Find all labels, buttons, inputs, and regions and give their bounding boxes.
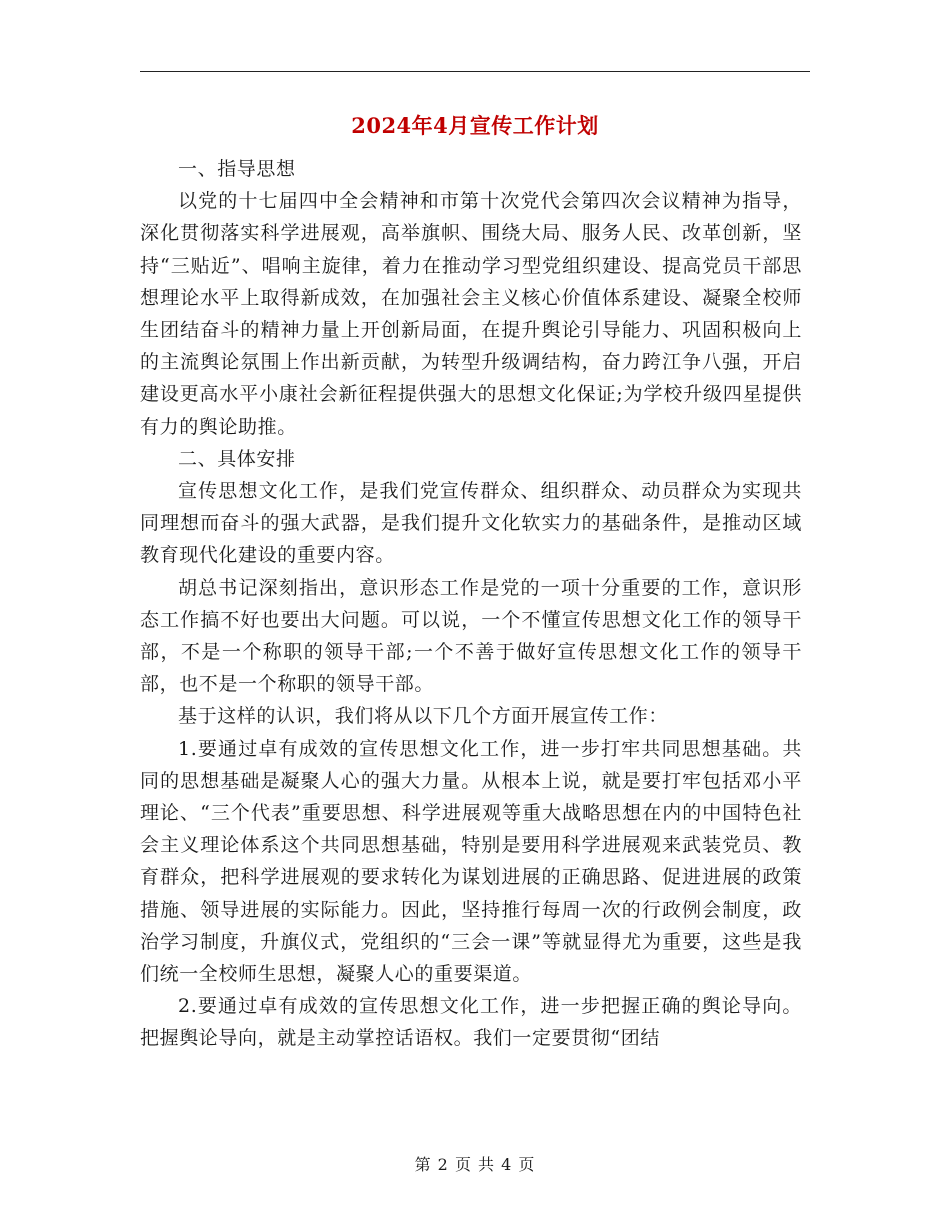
section-heading-guiding-ideology: 一、指导思想 — [178, 158, 296, 180]
paragraph-propaganda-work: 宣传思想文化工作，是我们党宣传群众、组织群众、动员群众为实现共同理想而奋斗的强大武器，是我们提升文化软实力的基础条件，是推动区域教育现代化建设的重要内容。 — [140, 480, 802, 567]
paragraph-ideology-work: 胡总书记深刻指出，意识形态工作是党的一项十分重要的工作，意识形态工作搞不好也要出大问题。可以说，一个不懂宣传思想文化工作的领导干部，不是一个称职的领导干部;一个不善于做好宣传思想文化工作的领导干部，也不是一个称职的领导干部。 — [140, 576, 802, 696]
paragraph-aspects-intro: 基于这样的认识，我们将从以下几个方面开展宣传工作： — [178, 705, 669, 728]
document-title: 2024年4月宣传工作计划 — [351, 113, 599, 138]
paragraph-item-2: 2.要通过卓有成效的宣传思想文化工作，进一步把握正确的舆论导向。把握舆论导向，就是主动掌控话语权。我们一定要贯彻“团结 — [140, 995, 802, 1050]
header-rule — [140, 71, 810, 72]
section-heading-arrangements: 二、具体安排 — [178, 447, 296, 470]
paragraph-guiding-ideology: 以党的十七届四中全会精神和市第十次党代会第四次会议精神为指导，深化贯彻落实科学进展观，高举旗帜、围绕大局、服务人民、改革创新，坚持“三贴近”、唱响主旋律，着力在推动学习型党组织建设、提高党员干部思想理论水平上取得新成效，在加强社会主义核心价值体系建设、凝聚全校师生团结奋斗的精神力量上开创新局面，在提升舆论引导能力、巩固积极向上的主流舆论氛围上作出新贡献，为转型升级调结构，奋力跨江争八强，开启建设更高水平小康社会新征程提供强大的思想文化保证;为学校升级四星提供有力的舆论助推。 — [140, 190, 802, 438]
document-body — [140, 153, 802, 1055]
page-number-footer: 第 2 页 共 4 页 — [414, 1155, 536, 1174]
paragraph-item-1: 1.要通过卓有成效的宣传思想文化工作，进一步打牢共同思想基础。共同的思想基础是凝聚人心的强大力量。从根本上说，就是要打牢包括邓小平理论、“三个代表”重要思想、科学进展观等重大战略思想在内的中国特色社会主义理论体系这个共同思想基础，特别是要用科学进展观来武装党员、教育群众，把科学进展观的要求转化为谋划进展的正确思路、促进进展的政策措施、领导进展的实际能力。因此，坚持推行每周一次的行政例会制度，政治学习制度，升旗仪式，党组织的“三会一课”等就显得尤为重要，这些是我们统一全校师生思想，凝聚人心的重要渠道。 — [140, 737, 802, 986]
